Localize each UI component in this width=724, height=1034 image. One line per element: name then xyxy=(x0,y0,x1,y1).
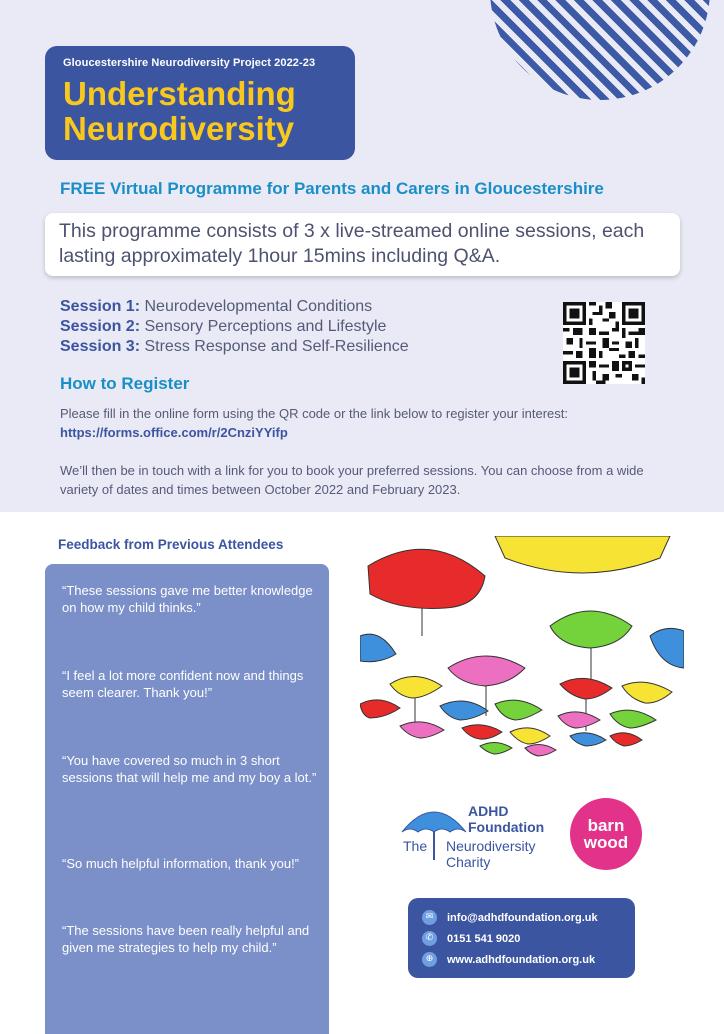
register-instructions xyxy=(60,404,670,442)
programme-description: This programme consists of 3 x live-streamed online sessions, each lasting approximately 1hour 15mins including Q&A. xyxy=(59,220,645,267)
page-title-line1: Understanding xyxy=(63,75,296,112)
contact-phone-row[interactable] xyxy=(422,928,621,949)
contact-phone[interactable]: 0151 541 9020 xyxy=(447,932,521,945)
phone-icon: ✆ xyxy=(422,931,437,946)
register-followup: We’ll then be in touch with a link for you to book your preferred sessions. You can choose from a wide variety of dates and times between October 2022 and February 2023. xyxy=(60,463,644,497)
session-label: Session 3: xyxy=(60,338,141,355)
session-title: Sensory Perceptions and Lifestyle xyxy=(144,318,387,335)
free-programme-heading: FREE Virtual Programme for Parents and Carers in Gloucestershire xyxy=(60,179,604,198)
adhd-sub-line1: Neurodiversity xyxy=(446,838,536,854)
feedback-quote: “I feel a lot more confident now and things seem clearer. Thank you!” xyxy=(62,668,304,700)
page-title xyxy=(63,76,337,146)
session-label: Session 1: xyxy=(60,298,141,315)
session-title: Neurodevelopmental Conditions xyxy=(144,298,373,315)
contact-website-row[interactable] xyxy=(422,949,621,970)
adhd-title-line2: Foundation xyxy=(468,819,545,835)
barnwood-text-2: wood xyxy=(583,833,629,852)
session-label: Session 2: xyxy=(60,318,141,335)
session-item xyxy=(60,337,409,357)
session-list xyxy=(60,297,409,357)
session-title: Stress Response and Self-Resilience xyxy=(144,338,409,355)
programme-description-box xyxy=(45,213,680,276)
contact-website[interactable]: www.adhdfoundation.org.uk xyxy=(447,953,596,966)
how-to-register-heading: How to Register xyxy=(60,374,190,393)
envelope-icon: ✉ xyxy=(422,910,437,925)
session-item xyxy=(60,297,409,317)
barnwood-text-1: barn xyxy=(587,816,625,835)
umbrellas-photo xyxy=(360,536,684,776)
feedback-heading: Feedback from Previous Attendees xyxy=(58,537,284,552)
feedback-quote: “The sessions have been really helpful and given me strategies to help my child.” xyxy=(62,923,310,955)
adhd-the-word: The xyxy=(403,838,428,854)
session-item xyxy=(60,317,409,337)
project-subtitle: Gloucestershire Neurodiversity Project 2022-23 xyxy=(63,57,316,69)
adhd-sub-line2: Charity xyxy=(446,854,491,870)
adhd-foundation-logo-title xyxy=(468,803,544,835)
feedback-panel xyxy=(45,564,329,1034)
globe-icon: ⊕ xyxy=(422,952,437,967)
adhd-title-line1: ADHD xyxy=(468,803,509,819)
register-link[interactable]: https://forms.office.com/r/2CnziYYifp xyxy=(60,425,288,440)
feedback-quote: “You have covered so much in 3 short sessions that will help me and my boy a lot.” xyxy=(62,753,317,785)
register-text: Please fill in the online form using the QR code or the link below to register your interest: xyxy=(60,406,568,421)
qr-code[interactable] xyxy=(563,302,645,384)
adhd-foundation-logo-subtitle xyxy=(446,838,535,870)
feedback-quote: “These sessions gave me better knowledge on how my child thinks.” xyxy=(62,583,313,615)
barnwood-logo xyxy=(570,798,642,870)
contact-box xyxy=(408,898,635,978)
contact-email-row[interactable] xyxy=(422,907,621,928)
feedback-quote: “So much helpful information, thank you!” xyxy=(62,856,300,871)
page-title-line2: Neurodiversity xyxy=(63,110,295,147)
contact-email[interactable]: info@adhdfoundation.org.uk xyxy=(447,911,598,924)
title-banner xyxy=(45,46,355,160)
